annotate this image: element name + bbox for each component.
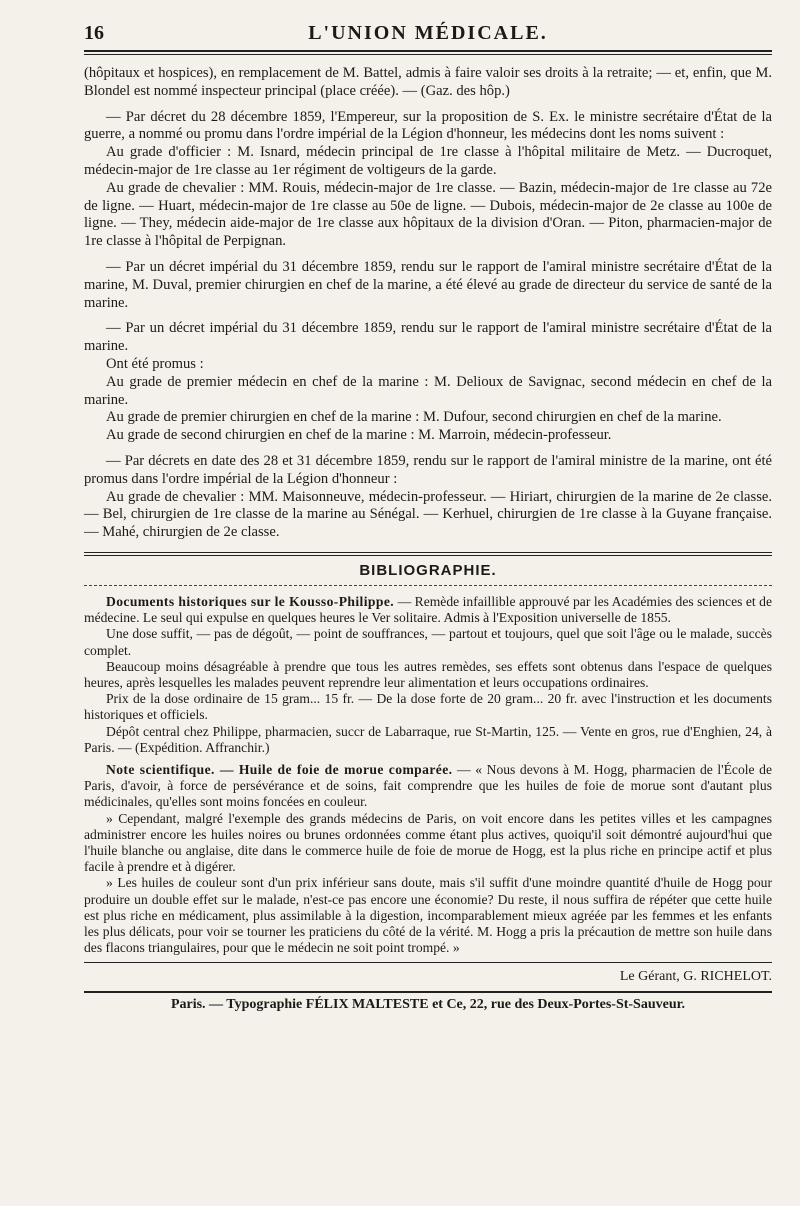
body-paragraph: — Par un décret impérial du 31 décembre 1859, rendu sur le rapport de l'amiral ministre secrétaire d'État de la marine, M. Duval, premier chirurgien en chef de la marine, a été élevé au grade de directeur du service de santé de la marine. [84, 258, 772, 311]
body-paragraph: — Par décrets en date des 28 et 31 décembre 1859, rendu sur le rapport de l'amiral ministre de la marine, ont été promus dans l'ordre impérial de la Légion d'honneur : [84, 452, 772, 487]
body-paragraph: — Par un décret impérial du 31 décembre 1859, rendu sur le rapport de l'amiral ministre secrétaire d'État de la marine. [84, 320, 772, 355]
printer-imprint: Paris. — Typographie FÉLIX MALTESTE et Ce, 22, rue des Deux-Portes-St-Sauveur. [84, 991, 772, 1013]
page-number: 16 [84, 22, 104, 44]
body-paragraph: (hôpitaux et hospices), en remplacement de M. Battel, admis à faire valoir ses droits à la retraite; — et, enfin, que M. Blondel est nommé inspecteur principal (place créée). — (Gaz. des hôp.) [84, 65, 772, 99]
bibliography-heading: BIBLIOGRAPHIE. [359, 561, 497, 579]
ad-text: — Remède infaillible approuvé par les Académies des sciences et de médecine. Le seul qui expulse en quelques heures le Ver solitaire. Admis à l'Exposition universelle de 1855. [84, 593, 772, 626]
body-paragraph: Au grade d'officier : M. Isnard, médecin principal de 1re classe à l'hôpital militaire de Metz. — Ducroquet, médecin-major de 1re classe au 1er régiment de voltigeurs de la garde. [84, 144, 772, 178]
advertisement-kousso [84, 594, 772, 756]
body-paragraph: Au grade de chevalier : MM. Maisonneuve, médecin-professeur. — Hiriart, chirurgien de la marine de 2e classe. — Bel, chirurgien de 1re classe de la marine au Sénégal. — Kerhuel, chirurgien de 1re classe à la Guyane française. — Mahé, chirurgien de 2e classe. [84, 488, 772, 541]
ad-text: Beaucoup moins désagréable à prendre que tous les autres remèdes, ses effets sont obtenus dans l'espace de quelques heures, après lesquelles les malades peuvent reprendre leur alimentation et leurs occupations ordinaires. [84, 658, 772, 690]
ad-text: Une dose suffit, — pas de dégoût, — point de souffrances, — partout et toujours, quel que soit l'âge ou le malade, succès complet. [84, 626, 772, 658]
advertisement-hogg [84, 762, 772, 956]
body-paragraph: Au grade de premier médecin en chef de la marine : M. Delioux de Savignac, second médecin en chef de la marine. [84, 373, 772, 408]
footer-rule [84, 962, 772, 963]
gerant-signature: Le Gérant, G. RICHELOT. [619, 969, 772, 985]
body-paragraph: Au grade de chevalier : MM. Rouis, médecin-major de 1re classe. — Bazin, médecin-major de 1re classe au 72e de ligne. — Huart, médecin-major de 1re classe au 50e de ligne. — Dubois, médecin-major de 2e classe au 100e de ligne. — They, médecin aide-major de 1re classe aux hôpitaux de la division d'Oran. — Piton, pharmacien-major de 1re classe à l'hôpital de Perpignan. [84, 179, 772, 250]
body-paragraph: Au grade de premier chirurgien en chef de la marine : M. Dufour, second chirurgien en chef de la marine. [106, 409, 722, 426]
body-paragraph: — Par décret du 28 décembre 1859, l'Empereur, sur la proposition de S. Ex. le ministre secrétaire d'État de la guerre, a nommé ou promu dans l'ordre impérial de la Légion d'honneur, les médecins dont les noms suivent : [84, 108, 772, 143]
body-paragraph: Au grade de second chirurgien en chef de la marine : M. Marroin, médecin-professeur. [106, 427, 612, 444]
ad-title: Documents historiques sur le Kousso-Philippe. [106, 593, 395, 609]
ad-text: — « Nous devons à M. Hogg, pharmacien de l'École de Paris, d'avoir, à force de persévérance et de soins, fait comprendre que les huiles de foie de morue sont d'autant plus médicinales, qu'elles sont moins foncées en couleur. [84, 761, 772, 810]
body-paragraph: Ont été promus : [106, 355, 204, 372]
ad-text: » Les huiles de couleur sont d'un prix inférieur sans doute, mais s'il suffit d'une moindre quantité d'huile de Hogg pour produire un double effet sur le malade, n'est-ce pas encore une économie? Du reste, il nous suffira de répéter que cette huile est plus riche en médicament, plus assimilable à la digestion, incomparablement mieux agréée par les femmes et les enfants les plus délicats, pour voir se tourner les praticiens du côté de la vérité. M. Hogg a pris la précaution de mettre son huile dans des flacons triangulaires, pour que le médecin ne soit point trompé. » [84, 875, 772, 956]
ad-title: Note scientifique. — Huile de foie de morue comparée. [106, 761, 453, 777]
section-rule [84, 552, 772, 553]
running-title: L'UNION MÉDICALE. [308, 22, 548, 44]
header-rule [84, 50, 772, 55]
section-rule [84, 585, 772, 586]
section-rule [84, 555, 772, 556]
ad-text: Dépôt central chez Philippe, pharmacien, succr de Labarraque, rue St-Martin, 125. — Vente en gros, rue d'Enghien, 24, à Paris. — (Expédition. Affranchir.) [84, 723, 772, 755]
running-header [84, 18, 772, 48]
ad-text: Prix de la dose ordinaire de 15 gram... 15 fr. — De la dose forte de 20 gram... 20 fr. avec l'instruction et les documents historiques et officiels. [84, 691, 772, 723]
ad-text: » Cependant, malgré l'exemple des grands médecins de Paris, on voit encore dans les petites villes et les campagnes administrer encore les huiles noires ou brunes ordonnées comme étant plus actives, quoiqu'il soit démontré aujourd'hui que l'huile blanche ou anglaise, dite dans le commerce huile de foie de morue de Hogg, est la plus riche en principe actif et plus facile à prendre et à digérer. [84, 810, 772, 875]
